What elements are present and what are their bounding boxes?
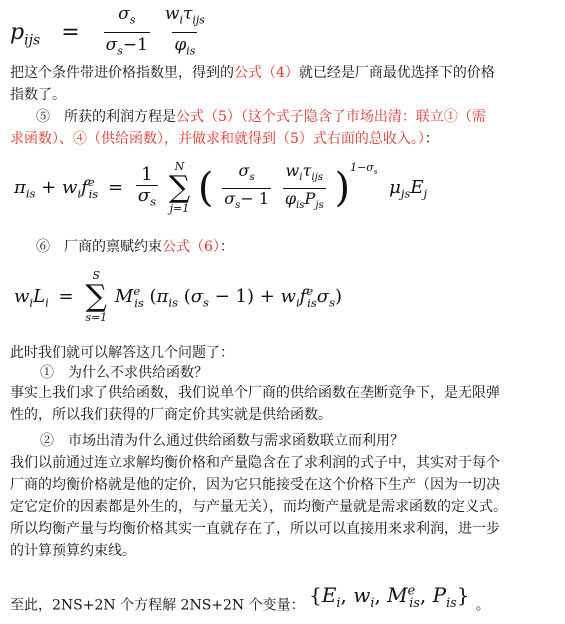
- answer-1: 事实上我们求了供给函数，我们说单个厂商的供给函数在垄断竞争下，是无限弹 性的，所以我们获得的厂商定价其实就是供给函数。: [10, 385, 500, 423]
- paragraph-profit-equation: ⑤ 所获的利润方程是公式（5）（这个式子隐含了市场出清：联立①（需 求函数）、④（供给函数），并做求和就得到（5）式右面的总收入。）：: [10, 109, 486, 147]
- question-2: ② 市场出清为什么通过供给函数与需求函数联立而利用？: [40, 433, 404, 449]
- equation-profit: $\pi_{is} + w_if^e_{is}$ = $\frac{1}{\sigma_s}$ N ∑ j=1 ( $\frac{\sigma_s}{\sigma_s- 1}$ $\frac{w_i\tau_{ijs}}{\varphi_{is}P_{js}}$ )$^{1-\sigma_s}$ $\mu_{js}E_j$: [14, 160, 428, 215]
- summation-sign: S ∑ s=1: [85, 269, 108, 324]
- equation-endowment: $w_iL_i$ = S ∑ s=1 $M^e_{is}$ ($\pi_{is}$ $(\sigma_s - 1) + w_if^e_{is}\sigma_s$): [14, 269, 343, 324]
- answer-2: 我们以前通过连立求解均衡价格和产量隐含在了求利润的式子中，其实对于每个 厂商的均衡价格就是他的定价，因为它只能接受在这个价格下生产（因为一切决 定它定价的因素都是外生的，与产量无关），而均衡产量就是需求函数的定义式。 所以均衡产量与均衡价格其实一直就存在了，所以可以直接用来求利润，进一步 的计算预算约束线。: [10, 455, 507, 559]
- paragraph-endowment-constraint: ⑥ 厂商的禀赋约束公式（6）：: [36, 239, 234, 255]
- equation-price-formula: $p_{ijs}$ = $\frac{\sigma_s}{\sigma_s-1}$ $\frac{w_i\tau_{ijs}}{\varphi_{is}}$: [10, 2, 210, 64]
- paragraph-intro-questions: 此时我们就可以解答这几个问题了：: [10, 345, 234, 361]
- variable-set: {$E_i$, $w_i$, $M^e_{is}$, $P_{is}$}: [309, 582, 470, 611]
- paragraph-price-index: 把这个条件带进价格指数里，得到的公式（4）就已经是厂商最优选择下的价格 指数了。: [10, 65, 495, 103]
- summation-sign: N ∑ j=1: [168, 160, 191, 215]
- conclusion-line: 至此，2NS+2N 个方程解 2NS+2N 个变量： {$E_i$, $w_i$, $M^e_{is}$, $P_{is}$} 。: [10, 582, 490, 614]
- question-1: ① 为什么不求供给函数？: [40, 365, 208, 381]
